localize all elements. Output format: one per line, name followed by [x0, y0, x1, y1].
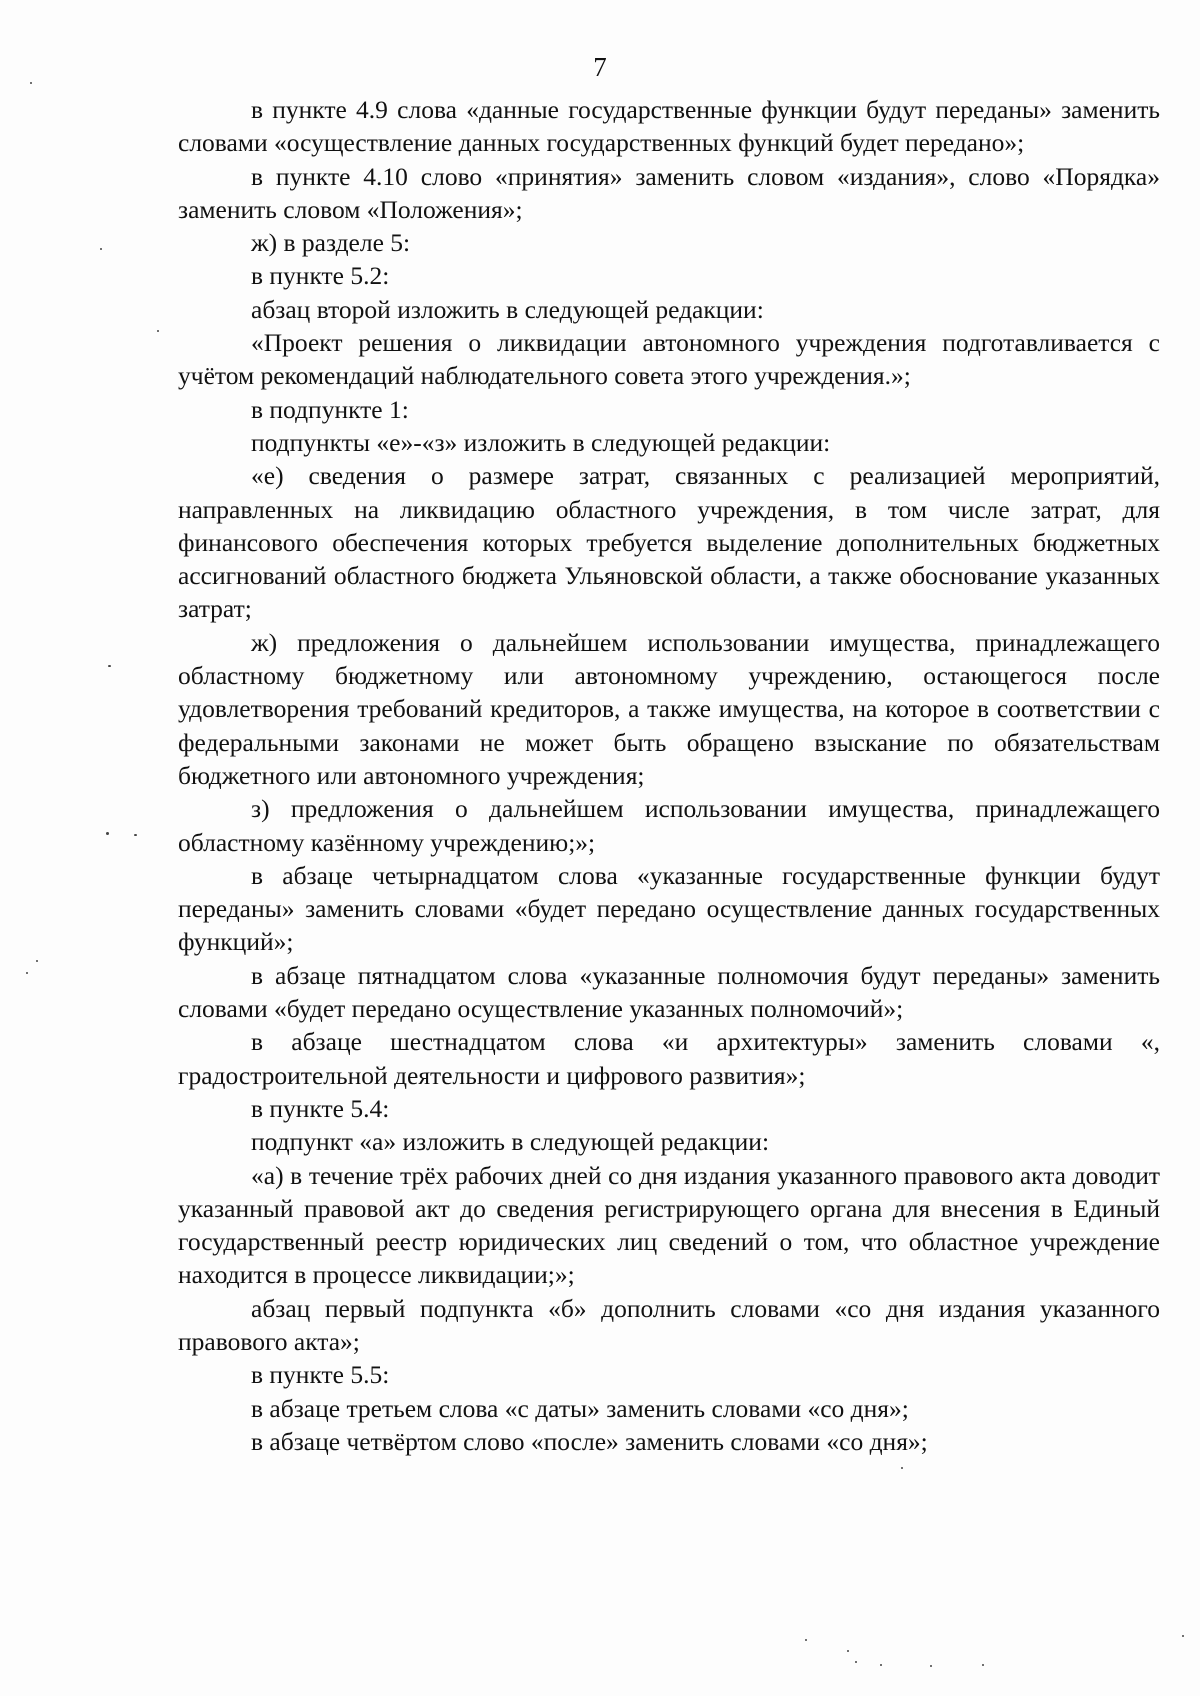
scan-speck [30, 82, 32, 84]
paragraph: в подпункте 1: [251, 394, 409, 424]
scan-speck [855, 1661, 857, 1663]
paragraph: ж) предложения о дальнейшем использовании имущества, принадлежащего областному бюджетному или автономному учреждению, остающегося после удовлетворения требований кредиторов, а также имущества, на которое в соответствии с федеральными законами не может быть обращено взыскание по обязательствам бюджетного или автономного учреждения; [178, 627, 1160, 790]
scan-speck [134, 834, 137, 836]
paragraph: в абзаце четырнадцатом слова «указанные государственные функции будут переданы» заменить словами «будет передано осуществление данных государственных функций»; [178, 860, 1160, 957]
paragraph: в пункте 5.5: [251, 1360, 390, 1390]
paragraph: в абзаце шестнадцатом слова «и архитектуры» заменить словами «, градостроительной деятельности и цифрового развития»; [178, 1027, 1160, 1090]
paragraph: «е) сведения о размере затрат, связанных с реализацией мероприятий, направленных на ликвидацию областного учреждения, в том числе затрат, для финансового обеспечения которых требуется выделение дополнительных бюджетных ассигнований областного бюджета Ульяновской области, а также обоснование указанных затрат; [178, 461, 1160, 624]
scan-speck [26, 972, 28, 974]
paragraph: «а) в течение трёх рабочих дней со дня издания указанного правового акта доводит указанный правовой акт до сведения регистрирующего органа для внесения в Единый государственный реестр юридических лиц сведений о том, что областное учреждение находится в процессе ликвидации;»; [178, 1160, 1160, 1290]
paragraph: абзац второй изложить в следующей редакции: [251, 294, 764, 324]
scan-speck [106, 832, 109, 835]
paragraph: абзац первый подпункта «б» дополнить словами «со дня издания указанного правового акта»; [178, 1293, 1160, 1356]
scan-speck [805, 1639, 807, 1641]
scan-speck [108, 665, 111, 667]
paragraph: ж) в разделе 5: [251, 228, 411, 258]
scan-speck [100, 248, 102, 250]
paragraph: подпункт «а» изложить в следующей редакции: [251, 1127, 770, 1157]
scan-speck [880, 1664, 882, 1666]
paragraph: «Проект решения о ликвидации автономного учреждения подготавливается с учётом рекомендаций наблюдательного совета этого учреждения.»; [178, 328, 1160, 391]
scan-speck [930, 1665, 932, 1667]
page-number: 7 [593, 52, 607, 82]
paragraph: в пункте 4.9 слова «данные государственные функции будут переданы» заменить словами «осуществление данных государственных функций будет передано»; [178, 95, 1160, 158]
paragraph: з) предложения о дальнейшем использовании имущества, принадлежащего областному казённому учреждению;»; [178, 794, 1160, 857]
scan-speck [982, 1664, 984, 1666]
paragraph: в абзаце третьем слова «с даты» заменить словами «со дня»; [251, 1393, 909, 1423]
scan-speck [157, 330, 159, 332]
scan-speck [1182, 1635, 1184, 1637]
document-body [178, 93, 1160, 1458]
paragraph: подпункты «е»-«з» изложить в следующей редакции: [251, 427, 831, 457]
scan-speck [901, 1467, 903, 1469]
paragraph: в абзаце пятнадцатом слова «указанные полномочия будут переданы» заменить словами «будет передано осуществление указанных полномочий»; [178, 960, 1160, 1024]
scan-speck [36, 960, 38, 962]
paragraph: в пункте 5.2: [251, 261, 390, 291]
scan-speck [847, 1650, 849, 1652]
paragraph: в пункте 5.4: [251, 1093, 390, 1123]
paragraph: в пункте 4.10 слово «принятия» заменить словом «издания», слово «Порядка» заменить словом «Положения»; [178, 161, 1160, 224]
paragraph: в абзаце четвёртом слово «после» заменить словами «со дня»; [251, 1426, 928, 1456]
